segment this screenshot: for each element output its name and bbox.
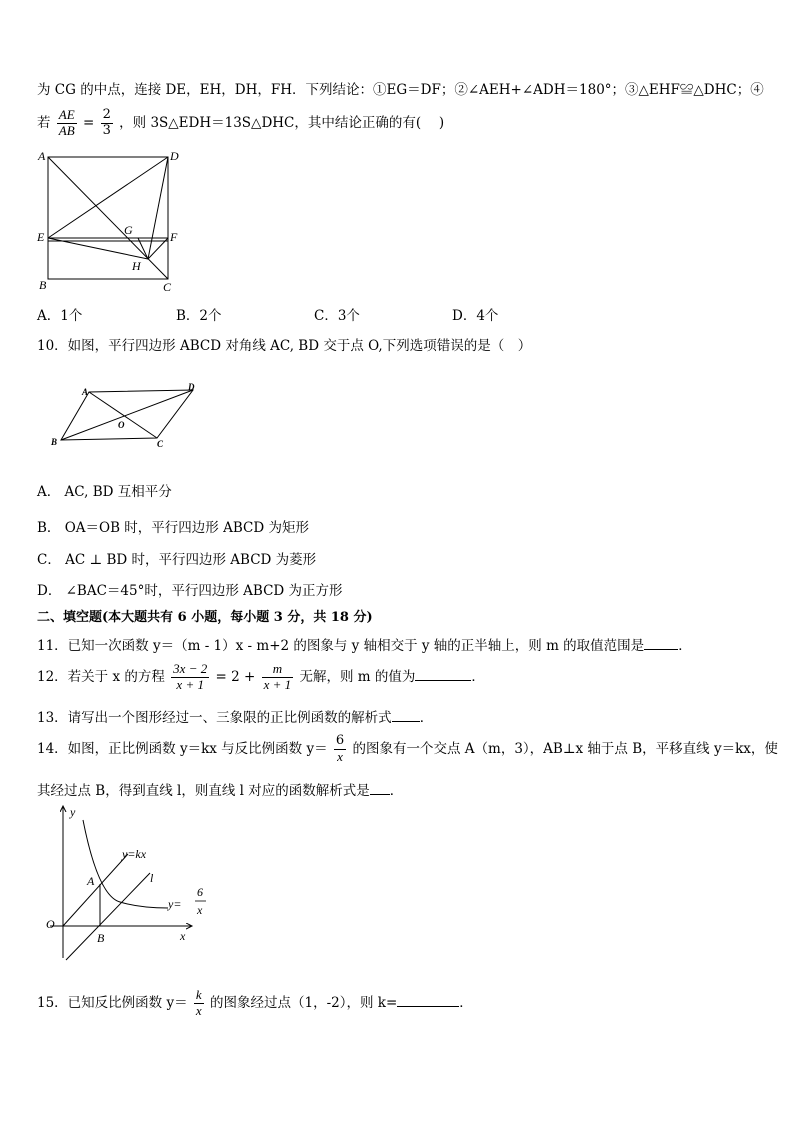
q15-prefix: 15．已知反比例函数 y＝	[37, 994, 188, 1011]
label-y-axis: y	[70, 805, 76, 819]
q13: 13．请写出一个图形经过一、三象限的正比例函数的解析式 ．	[37, 710, 434, 726]
label-b: B	[39, 278, 47, 292]
line-dh	[148, 157, 168, 259]
q15-fraction-k-x: $\frac{k}{x}$	[195, 987, 202, 1018]
q12-answer-blank[interactable]	[415, 668, 471, 681]
q13-text: 13．请写出一个图形经过一、三象限的正比例函数的解析式	[37, 710, 392, 726]
q10-stem: 10．如图，平行四边形 ABCD 对角线 AC, BD 交于点 O,下列选项错误的是（ ）	[37, 338, 532, 354]
label-y-kx: y=kx	[122, 847, 147, 861]
label-b: B	[97, 931, 105, 945]
label-f: F	[170, 230, 178, 244]
label-e: E	[37, 230, 45, 244]
section-2-heading: 二、填空题(本大题共有 6 小题，每小题 3 分，共 18 分)	[37, 610, 373, 625]
q12-equals: = 2 +	[215, 668, 256, 685]
q15: 15．已知反比例函数 y＝ $\frac{k}{x}$ 的图象经过点（1，-2），则 k= ．	[37, 987, 473, 1018]
q10-option-a: A． AC, BD 互相平分	[37, 484, 172, 500]
label-d: D	[188, 382, 195, 392]
q12-prefix: 12．若关于 x 的方程	[37, 668, 165, 685]
label-x-den: x	[197, 903, 203, 917]
q12-suffix: 无解，则 m 的值为	[299, 668, 416, 685]
diagonal-ac	[89, 392, 157, 438]
q10-option-b: B． OA＝OB 时，平行四边形 ABCD 为矩形	[37, 520, 309, 536]
q14-prefix: 14．如图，正比例函数 y＝kx 与反比例函数 y＝	[37, 740, 328, 757]
q12: 12．若关于 x 的方程 $\frac{3x - 2}{x + 1}$ = 2 + $\frac{m}{x + 1}$ 无解，则 m 的值为 ．	[37, 661, 485, 692]
q15-suffix: 的图象经过点（1，-2），则 k=	[209, 994, 398, 1011]
q14-answer-blank[interactable]	[370, 782, 390, 795]
label-c: C	[157, 439, 164, 449]
q9-option-c: C．3个	[314, 308, 360, 324]
q9-option-a: A．1个	[37, 308, 83, 324]
label-d: D	[170, 149, 179, 163]
line-y-kx	[63, 854, 128, 926]
line-ac	[48, 157, 168, 279]
q10-option-d: D． ∠BAC＝45°时，平行四边形 ABCD 为正方形	[37, 583, 343, 599]
q15-answer-blank[interactable]	[397, 994, 459, 1007]
q13-answer-blank[interactable]	[392, 709, 420, 722]
label-a: A	[82, 387, 89, 397]
q9-line2	[37, 108, 444, 139]
q14-suffix: 的图象有一个交点 A（m，3），AB⊥x 轴于点 B，平移直线 y＝kx，使	[352, 740, 778, 757]
q11: 11．已知一次函数 y＝（m - 1）x - m+2 的图象与 y 轴相交于 y 轴的正半轴上，则 m 的取值范围是 ．	[37, 638, 692, 654]
q12-fraction-right: $\frac{m}{x + 1}$	[263, 661, 292, 692]
q12-fraction-left: $\frac{3x - 2}{x + 1}$	[173, 661, 208, 692]
q14-line1	[37, 734, 778, 765]
q11-text: 11．已知一次函数 y＝（m - 1）x - m+2 的图象与 y 轴相交于 y 轴的正半轴上，则 m 的取值范围是	[37, 638, 645, 654]
q9-equals: =	[82, 114, 95, 131]
label-h: H	[132, 259, 141, 273]
label-a: A	[87, 874, 95, 888]
q11-answer-blank[interactable]	[644, 637, 678, 650]
label-o: O	[46, 917, 55, 931]
q14-graph-figure	[40, 800, 220, 966]
q14-line2-text: 其经过点 B，得到直线 l，则直线 l 对应的函数解析式是	[37, 783, 370, 799]
label-a: A	[38, 149, 46, 163]
label-x-axis: x	[180, 929, 186, 943]
q14-line2: 其经过点 B，得到直线 l，则直线 l 对应的函数解析式是 ．	[37, 783, 404, 799]
q9-prefix: 若	[37, 114, 51, 131]
q9-fraction-ae-ab: $\frac{AE}{AB}$	[58, 107, 75, 138]
diagonal-bd	[61, 390, 193, 440]
q14-fraction-6-x: $\frac{6}{x}$	[335, 733, 345, 764]
label-6: 6	[197, 885, 203, 899]
q9-option-b: B．2个	[176, 308, 222, 324]
line-ed	[48, 157, 168, 238]
q9-option-d: D．4个	[452, 308, 499, 324]
q10-parallelogram-figure	[45, 380, 205, 452]
line-l	[66, 873, 150, 960]
label-g: G	[124, 223, 133, 237]
q9-suffix: ，则 3S△EDH＝13S△DHC，其中结论正确的有( )	[119, 114, 445, 131]
hyperbola-y-6-over-x	[83, 820, 168, 908]
label-o: O	[118, 420, 125, 430]
q9-fraction-2-3: $\frac{2}{3}$	[102, 107, 111, 138]
q9-line1: 为 CG 的中点，连接 DE，EH，DH，FH．下列结论：①EG＝DF；②∠AEH+∠ADH＝180°；③△EHF≌△DHC；④	[37, 82, 764, 98]
q10-option-c: C． AC ⊥ BD 时，平行四边形 ABCD 为菱形	[37, 552, 317, 568]
label-c: C	[163, 280, 172, 294]
label-l: l	[150, 871, 154, 885]
q9-square-figure	[30, 148, 190, 296]
label-b: B	[51, 437, 58, 447]
label-y-eq: y=	[168, 897, 182, 911]
